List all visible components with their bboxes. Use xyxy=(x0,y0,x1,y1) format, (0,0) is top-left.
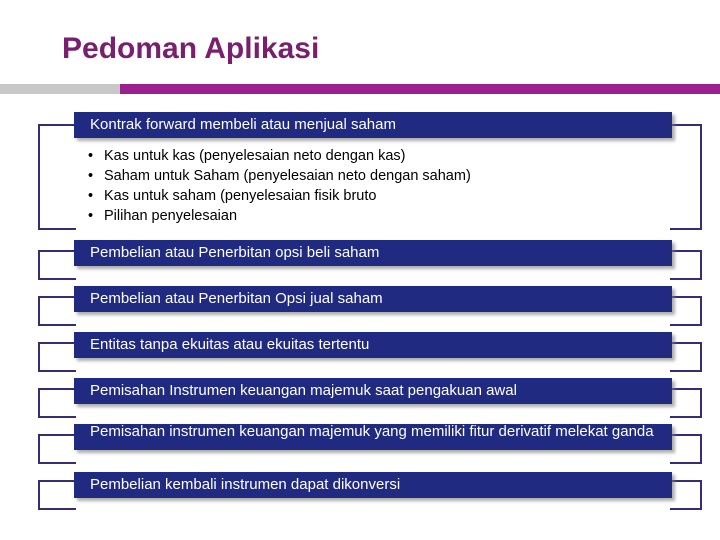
list-item xyxy=(88,186,471,206)
item-bar-convertible-repurchase: Pembelian kembali instrumen dapat dikonversi xyxy=(74,472,672,498)
list-item xyxy=(88,206,471,226)
bracket-right-2 xyxy=(670,250,702,280)
list-item-text: Saham untuk Saham (penyelesaian neto dengan saham) xyxy=(104,168,471,184)
item-bar-call-option: Pembelian atau Penerbitan opsi beli saham xyxy=(74,240,672,266)
bracket-left-2 xyxy=(38,250,76,280)
bracket-left-1 xyxy=(38,124,76,230)
list-item-text: Kas untuk kas (penyelesaian neto dengan kas) xyxy=(104,148,406,164)
title-divider xyxy=(0,84,720,94)
item-bar-forward-contract: Kontrak forward membeli atau menjual saham xyxy=(74,112,672,138)
bullet-icon: • xyxy=(88,208,94,224)
list-item xyxy=(88,146,471,166)
bracket-left-5 xyxy=(38,388,76,418)
bracket-right-1 xyxy=(670,124,702,230)
bracket-right-6 xyxy=(670,434,702,464)
bullet-icon: • xyxy=(88,168,94,184)
bracket-left-3 xyxy=(38,296,76,326)
item-bar-entity-equity: Entitas tanpa ekuitas atau ekuitas tertentu xyxy=(74,332,672,358)
item-bar-put-option: Pembelian atau Penerbitan Opsi jual saham xyxy=(74,286,672,312)
bracket-left-7 xyxy=(38,480,76,510)
bracket-left-4 xyxy=(38,342,76,372)
bracket-right-4 xyxy=(670,342,702,372)
item-bar-compound-embedded: Pemisahan instrumen keuangan majemuk yang memiliki fitur derivatif melekat ganda xyxy=(74,424,672,450)
list-item-text: Kas untuk saham (penyelesaian fisik bruto xyxy=(104,188,377,204)
list-item xyxy=(88,166,471,186)
bracket-right-5 xyxy=(670,388,702,418)
item-bar-compound-initial: Pemisahan Instrumen keuangan majemuk saat pengakuan awal xyxy=(74,378,672,404)
bracket-right-7 xyxy=(670,480,702,510)
bullet-icon: • xyxy=(88,188,94,204)
list-item-text: Pilihan penyelesaian xyxy=(104,208,238,224)
bracket-left-6 xyxy=(38,434,76,464)
bullet-icon: • xyxy=(88,148,94,164)
title-divider-purple xyxy=(120,84,720,94)
bracket-right-3 xyxy=(670,296,702,326)
settlement-options-list xyxy=(88,146,471,226)
title-divider-grey xyxy=(0,84,120,94)
slide-title: Pedoman Aplikasi xyxy=(62,32,320,65)
